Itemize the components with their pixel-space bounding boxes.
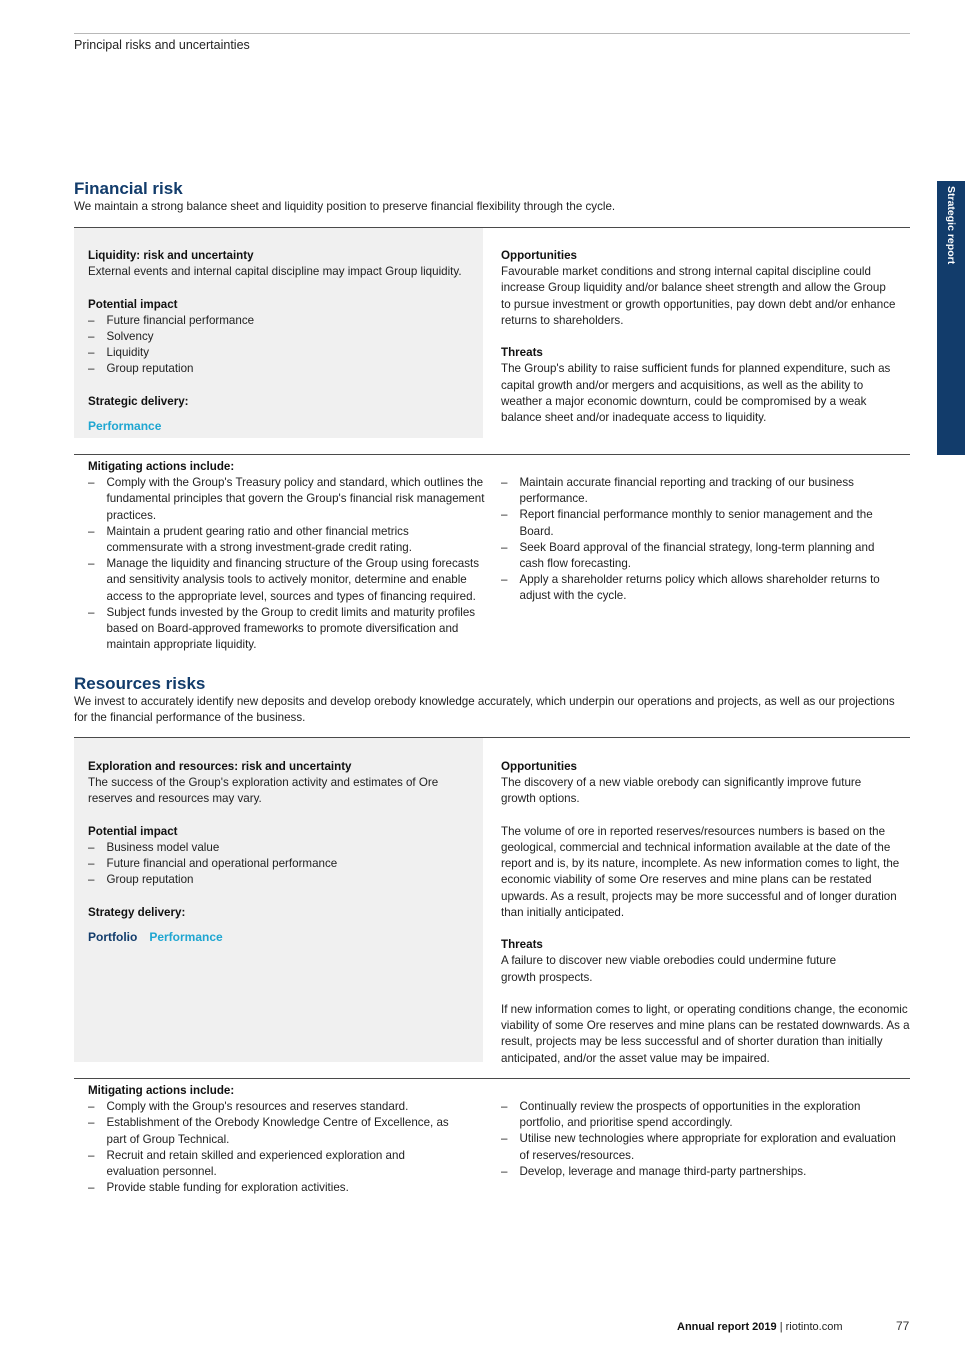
header-rule xyxy=(74,33,910,34)
list-item: – Comply with the Group's resources and reserves standard. xyxy=(88,1099,458,1115)
list-item: – Maintain accurate financial reporting and tracking of our business performance. xyxy=(501,475,891,507)
list-item: – Group reputation xyxy=(88,361,488,377)
financial-opportunities-text: Favourable market conditions and strong internal capital discipline could increase Group liquidity and/or balance sheet strength and allow the Group to pursue investment or growth opportunities, pay down debt and/or enhance returns to shareholders. xyxy=(501,265,896,327)
list-item: – Recruit and retain skilled and experienced exploration and evaluation personnel. xyxy=(88,1148,458,1180)
list-item: – Comply with the Group's Treasury policy and standard, which outlines the fundamental principles that govern the Group's financial risk management practices. xyxy=(88,475,488,524)
financial-mitigations-right xyxy=(501,475,891,605)
resources-risks-title: Resources risks xyxy=(74,674,206,693)
list-item: – Provide stable funding for exploration activities. xyxy=(88,1180,458,1196)
list-item: – Liquidity xyxy=(88,345,488,361)
list-item: – Continually review the prospects of opportunities in the exploration portfolio, and prioritise spend accordingly. xyxy=(501,1099,906,1131)
resources-mitigations-right xyxy=(501,1099,906,1180)
resources-threats-text-2: If new information comes to light, or operating conditions change, the economic viability of some Ore reserves and mine plans can be restated downwards. As a result, projects may be less successful and of shorter duration than initially anticipated, and/or the asset value may be impaired. xyxy=(501,1003,910,1065)
resources-mitigations-left xyxy=(88,1083,458,1196)
section-side-tab[interactable] xyxy=(937,181,965,455)
liquidity-risk-heading: Liquidity: risk and uncertainty xyxy=(88,249,254,262)
financial-risk-intro: We maintain a strong balance sheet and liquidity position to preserve financial flexibility through the cycle. xyxy=(74,200,616,213)
resources-impact-heading: Potential impact xyxy=(88,824,178,838)
resources-mitigation-rule xyxy=(74,1078,910,1079)
financial-mitigating-heading: Mitigating actions include: xyxy=(88,460,235,473)
side-tab-label: Strategic report xyxy=(945,186,957,265)
resources-opportunities-text-1: The discovery of a new viable orebody can significantly improve future growth options. xyxy=(501,776,862,806)
resources-opportunities-heading: Opportunities xyxy=(501,760,577,773)
financial-threats-heading: Threats xyxy=(501,346,543,360)
list-item: – Develop, leverage and manage third-party partnerships. xyxy=(501,1164,906,1180)
financial-mitigation-list-left xyxy=(88,475,488,653)
financial-risk-title: Financial risk xyxy=(74,179,183,198)
liquidity-risk-text: External events and internal capital discipline may impact Group liquidity. xyxy=(88,265,462,279)
financial-mitigation-rule xyxy=(74,454,910,455)
list-item: – Utilise new technologies where appropriate for exploration and evaluation of reserves/resources. xyxy=(501,1131,906,1163)
list-item: – Seek Board approval of the financial strategy, long-term planning and cash flow forecasting. xyxy=(501,540,891,572)
financial-opportunities-heading: Opportunities xyxy=(501,249,577,262)
resources-mitigation-list-right xyxy=(501,1099,906,1180)
resources-threats-text-1: A failure to discover new viable orebodies could undermine future growth prospects. xyxy=(501,954,837,984)
footer-text xyxy=(677,1319,842,1335)
financial-mitigations-left xyxy=(88,459,488,653)
financial-strategic-heading: Strategic delivery: xyxy=(88,394,189,408)
resources-impact-list xyxy=(88,840,488,889)
list-item: – Future financial performance xyxy=(88,313,488,329)
performance-tag[interactable]: Performance xyxy=(88,419,162,433)
page-number: 77 xyxy=(896,1319,910,1333)
list-item: – Establishment of the Orebody Knowledge Centre of Excellence, as part of Group Technical. xyxy=(88,1115,458,1147)
list-item: – Solvency xyxy=(88,329,488,345)
resources-opportunities-text-2: The volume of ore in reported reserves/resources numbers is based on the geological, commercial and technical information available at the date of the report and is, by its nature, incomplete. As new information comes to light, the economic viability of some Ore reserves and mine plans can be restated upwards. As a result, projects may be more successful and of longer duration than initially anticipated. xyxy=(501,824,900,919)
footer-separator: | xyxy=(779,1321,783,1333)
resources-risks-intro: We invest to accurately identify new deposits and develop orebody knowledge accurately, which underpin our operations and projects, as well as our projections for the financial performance of the business. xyxy=(74,695,895,725)
list-item: – Future financial and operational performance xyxy=(88,856,488,872)
list-item: – Maintain a prudent gearing ratio and other financial metrics commensurate with a strong investment-grade credit rating. xyxy=(88,524,488,556)
exploration-risk-heading: Exploration and resources: risk and uncertainty xyxy=(88,760,352,773)
portfolio-tag[interactable]: Portfolio xyxy=(88,930,138,944)
list-item: – Subject funds invested by the Group to credit limits and maturity profiles based on Board-approved frameworks to promote diversification and maintain appropriate liquidity. xyxy=(88,605,488,654)
resources-mitigation-list-left xyxy=(88,1099,458,1196)
list-item: – Apply a shareholder returns policy which allows shareholder returns to adjust with the cycle. xyxy=(501,572,891,604)
resources-threats-heading: Threats xyxy=(501,938,543,952)
list-item: – Report financial performance monthly to senior management and the Board. xyxy=(501,507,891,539)
resources-mitigating-heading: Mitigating actions include: xyxy=(88,1084,235,1097)
resources-risk-column xyxy=(88,759,488,946)
footer-report-label: Annual report 2019 xyxy=(677,1321,777,1333)
financial-risk-column xyxy=(88,248,488,435)
exploration-risk-text: The success of the Group's exploration activity and estimates of Ore reserves and resources may vary. xyxy=(88,776,439,806)
resources-opportunities-column xyxy=(501,759,911,1067)
running-header-title: Principal risks and uncertainties xyxy=(74,38,250,52)
financial-threats-text: The Group's ability to raise sufficient funds for planned expenditure, such as capital growth and/or mergers and acquisitions, as well as the ability to weather a major economic downturn, could be compromised by a weak balance sheet and/or inadequate access to liquidity. xyxy=(501,362,891,425)
performance-tag[interactable]: Performance xyxy=(149,930,223,944)
resources-strategy-heading: Strategy delivery: xyxy=(88,905,186,919)
financial-opportunities-column xyxy=(501,248,897,426)
footer-site-link[interactable]: riotinto.com xyxy=(785,1321,843,1333)
list-item: – Group reputation xyxy=(88,872,488,888)
financial-impact-heading: Potential impact xyxy=(88,297,178,311)
financial-mitigation-list-right xyxy=(501,475,891,605)
list-item: – Business model value xyxy=(88,840,488,856)
financial-impact-list xyxy=(88,313,488,378)
list-item: – Manage the liquidity and financing structure of the Group using forecasts and sensitivity analysis tools to actively monitor, determine and enable access to the appropriate level, sources and types of financing required. xyxy=(88,556,488,605)
